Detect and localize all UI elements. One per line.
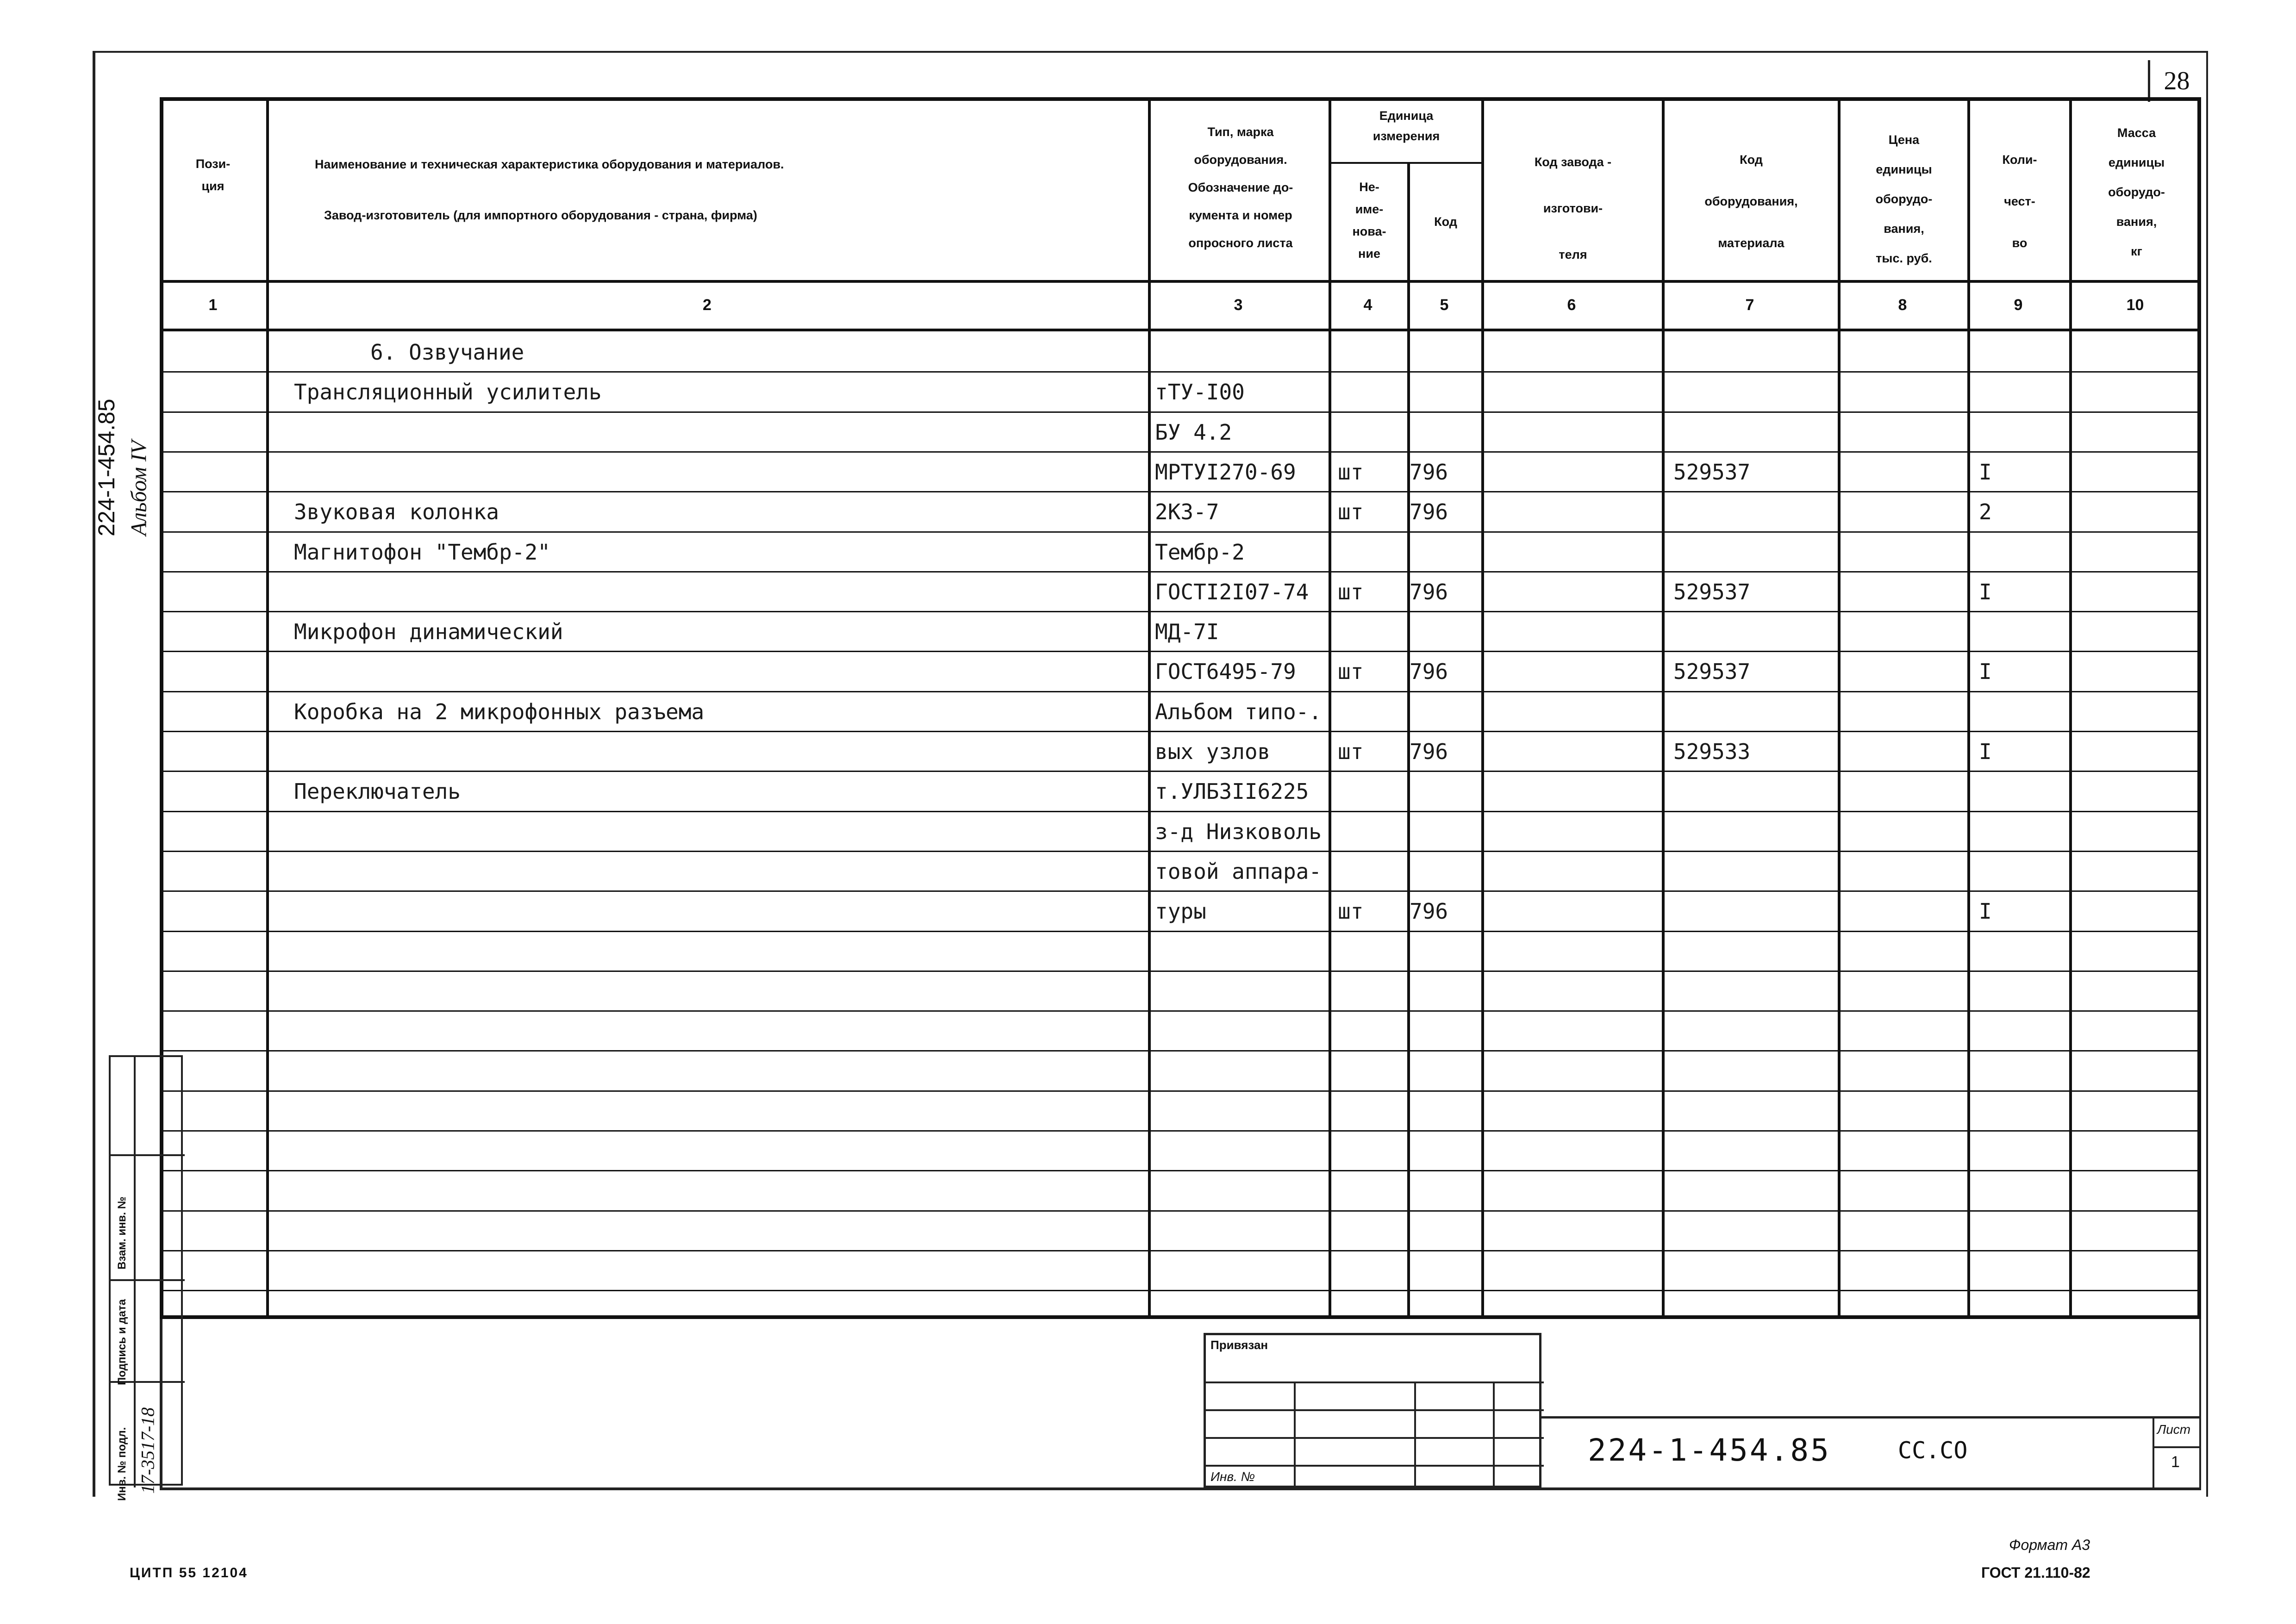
header-type: Тип, марка оборудования. Обозначение до- кумента и номер опросного листа (1188, 125, 1293, 250)
row-line (160, 371, 2201, 373)
header-bottom (160, 280, 2201, 283)
row-line (160, 691, 2201, 692)
row-line (160, 1050, 2201, 1052)
footer-left: ЦИТП 55 12104 (130, 1565, 248, 1580)
stamp-inv-number: 17-3517-18 (137, 1407, 158, 1494)
row-line (160, 611, 2201, 612)
cell-code: 796 (1410, 579, 1448, 604)
cell-unit: шт (1338, 659, 1364, 684)
cell-name: Магнитофон "Тембр-2" (294, 540, 550, 565)
footer-gost: ГОСТ 21.110-82 (1981, 1564, 2090, 1581)
row-line (160, 731, 2201, 732)
cell-type: тТУ-I00 (1155, 380, 1245, 404)
cell-code: 796 (1410, 739, 1448, 764)
title-doc-type: СС.СО (1898, 1437, 1968, 1464)
cell-name: Звуковая колонка (294, 499, 499, 524)
row-line (160, 931, 2201, 932)
header-unit-code: Код (1434, 215, 1457, 229)
row-line (160, 1090, 2201, 1092)
row-line (160, 651, 2201, 652)
footer-format: Формат А3 (2009, 1537, 2090, 1553)
header-position: Пози- ция (195, 157, 231, 193)
colnum-7: 7 (1745, 296, 1754, 314)
inv-no-label: Инв. № (1210, 1469, 1255, 1484)
cell-qty: I (1979, 460, 1992, 485)
margin-doc-code (74, 352, 167, 537)
row-line (160, 1170, 2201, 1171)
cell-qty: 2 (1979, 499, 1992, 524)
cell-qty: I (1979, 579, 1992, 604)
cell-name: Переключатель (294, 779, 461, 804)
cell-type: Тембр-2 (1155, 540, 1245, 565)
title-doc-code: 224-1-454.85 (1588, 1432, 1831, 1468)
cell-type: т.УЛБ3II6225 (1155, 779, 1309, 804)
header-maker-code: Код завода - изготови- теля (1534, 155, 1612, 261)
cell-qty: I (1979, 739, 1992, 764)
unit-header-divider (1329, 162, 1481, 164)
cell-code: 796 (1410, 659, 1448, 684)
cell-type: з-д Низковоль (1155, 819, 1322, 844)
cell-unit: шт (1338, 899, 1364, 924)
row-line (160, 971, 2201, 972)
row-line (160, 491, 2201, 492)
row-line (160, 811, 2201, 812)
header-name: Наименование и техническая характеристика оборудования и материалов. Завод-изготовитель (для импортного оборудования - страна, фирма) (315, 157, 784, 222)
row-line (160, 571, 2201, 572)
cell-name: Трансляционный усилитель (294, 380, 602, 404)
main-inscription (1541, 1416, 2201, 1490)
header-quantity: Коли- чест- во (2002, 153, 2037, 250)
colnum-3: 3 (1234, 296, 1243, 314)
stamp-signature-label: Подпись и дата (116, 1299, 128, 1385)
page-number: 28 (2148, 60, 2203, 102)
colnum-6: 6 (1567, 296, 1576, 314)
row-line (160, 851, 2201, 852)
cell-unit: шт (1338, 739, 1364, 764)
cell-type: ГОСТI2I07-74 (1155, 579, 1309, 604)
cell-unit: шт (1338, 460, 1364, 485)
colnum-9: 9 (2014, 296, 2023, 314)
row-line (160, 531, 2201, 533)
header-price: Цена единицы оборудо- вания, тыс. руб. (1875, 133, 1933, 265)
colnum-5: 5 (1440, 296, 1449, 314)
row-line (160, 411, 2201, 413)
header-unit: Единица измерения (1373, 109, 1440, 143)
cell-name: 6. Озвучание (370, 340, 524, 365)
cell-qty: I (1979, 899, 1992, 924)
header-equipment-code: Код оборудования, материала (1704, 153, 1798, 250)
margin-doc-number: 224-1-454.85 (94, 398, 119, 536)
colnum-bottom (160, 329, 2201, 331)
cell-eq-code: 529537 (1673, 659, 1751, 684)
cell-type: МД-7I (1155, 619, 1219, 644)
row-line (160, 890, 2201, 892)
stamp-inv-label: Инв. № подл. (116, 1427, 128, 1501)
cell-type: товой аппара- (1155, 859, 1322, 884)
row-line (160, 1130, 2201, 1132)
colnum-1: 1 (208, 296, 218, 314)
row-line (160, 451, 2201, 453)
sheet-label: Лист (2157, 1422, 2191, 1437)
cell-code: 796 (1410, 499, 1448, 524)
cell-name: Микрофон динамический (294, 619, 563, 644)
cell-type: ГОСТ6495-79 (1155, 659, 1296, 684)
cell-type: БУ 4.2 (1155, 420, 1232, 445)
cell-type: вых узлов (1155, 739, 1271, 764)
row-line (160, 1210, 2201, 1212)
colnum-2: 2 (703, 296, 711, 314)
privyazan-box (1204, 1333, 1541, 1488)
cell-unit: шт (1338, 499, 1364, 524)
cell-unit: шт (1338, 579, 1364, 604)
cell-code: 796 (1410, 460, 1448, 485)
margin-album: Альбом IV (126, 440, 151, 536)
header-mass: Масса единицы оборудо- вания, кг (2108, 126, 2165, 258)
cell-type: 2КЗ-7 (1155, 499, 1219, 524)
stamp-replace-label: Взам. инв. № (116, 1196, 128, 1269)
sheet-value: 1 (2171, 1453, 2180, 1471)
cell-qty: I (1979, 659, 1992, 684)
cell-name: Коробка на 2 микрофонных разъема (294, 699, 705, 724)
row-line (160, 771, 2201, 772)
row-line (160, 1250, 2201, 1251)
colnum-8: 8 (1898, 296, 1907, 314)
row-line (160, 1010, 2201, 1012)
cell-eq-code: 529537 (1673, 579, 1751, 604)
cell-type: МРТУI270-69 (1155, 460, 1296, 485)
colnum-4: 4 (1363, 296, 1373, 314)
row-line (160, 1290, 2201, 1291)
cell-code: 796 (1410, 899, 1448, 924)
header-unit-name: Не- име- нова- ние (1352, 180, 1386, 261)
privyazan-label: Привязан (1210, 1338, 1268, 1352)
cell-eq-code: 529533 (1673, 739, 1751, 764)
cell-type: туры (1155, 899, 1206, 924)
colnum-10: 10 (2126, 296, 2144, 314)
cell-eq-code: 529537 (1673, 460, 1751, 485)
cell-type: Альбом типо-. (1155, 699, 1322, 724)
